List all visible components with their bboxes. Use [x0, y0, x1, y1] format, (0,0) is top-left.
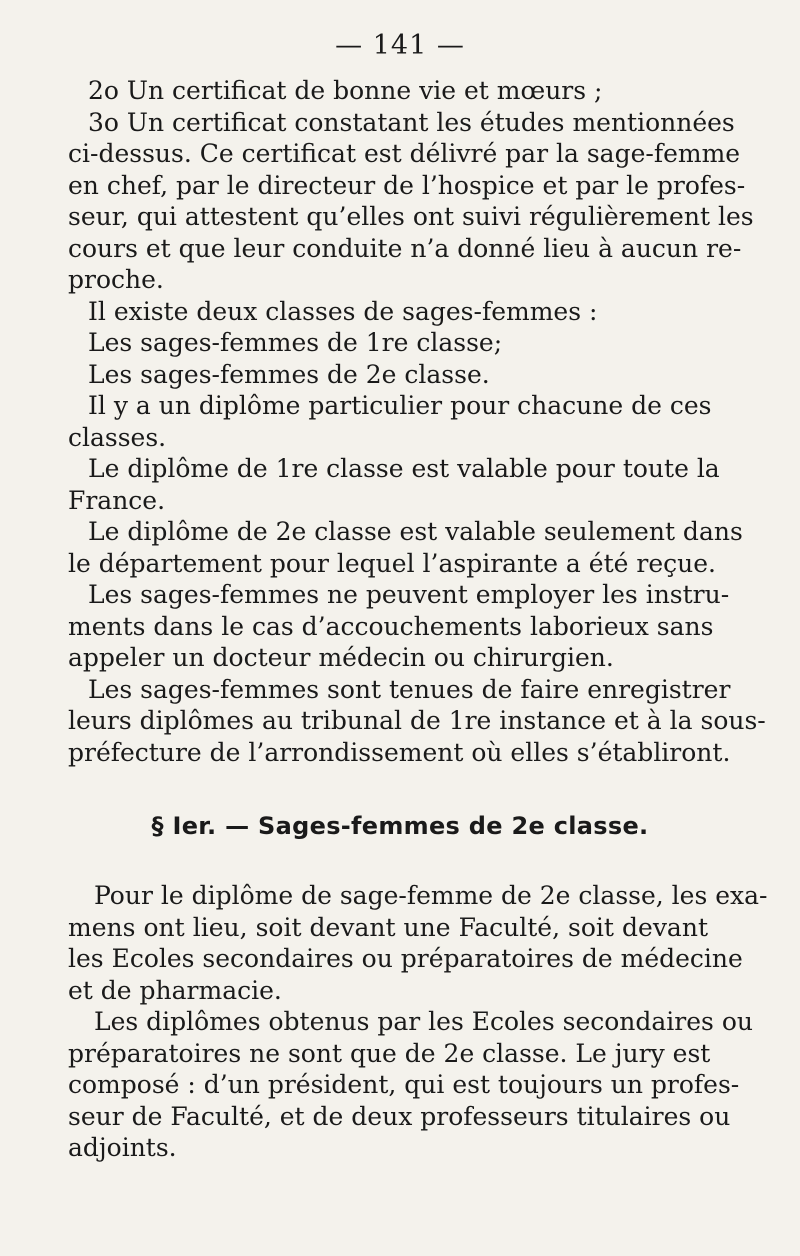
- text-line: mens ont lieu, soit devant une Faculté, soit devant: [68, 912, 708, 942]
- text-line: les Ecoles secondaires ou préparatoires de médecine: [68, 944, 743, 973]
- text-line: 2o Un certificat de bonne vie et mœurs ;: [88, 76, 603, 105]
- text-line: composé : d’un président, qui est toujours un profes-: [68, 1070, 740, 1099]
- text-line: en chef, par le directeur de l’hospice et par le profes-: [68, 170, 746, 200]
- text-line: ments dans le cas d’accouchements laborieux sans: [68, 611, 714, 641]
- text-line: Pour le diplôme de sage-femme de 2e classe, les exa-: [94, 881, 768, 910]
- text-line: Les diplômes obtenus par les Ecoles secondaires ou: [94, 1007, 753, 1036]
- text-line: Les sages-femmes de 1re classe;: [88, 328, 503, 357]
- text-line: Il y a un diplôme particulier pour chacune de ces: [88, 391, 712, 420]
- text-line: adjoints.: [68, 1133, 177, 1162]
- text-line: Les sages-femmes sont tenues de faire enregistrer: [88, 674, 731, 704]
- text-line: le département pour lequel l’aspirante a été reçue.: [68, 548, 716, 578]
- text-line: Il existe deux classes de sages-femmes :: [88, 296, 598, 326]
- text-line: 3o Un certificat constatant les études mentionnées: [88, 107, 735, 137]
- text-line: préparatoires ne sont que de 2e classe. Le jury est: [68, 1038, 711, 1068]
- page-number: — 141 —: [335, 30, 465, 61]
- text-line: Le diplôme de 1re classe est valable pour toute la: [88, 454, 720, 483]
- text-line: Les sages-femmes ne peuvent employer les instru-: [88, 580, 730, 609]
- text-line: Les sages-femmes de 2e classe.: [88, 359, 490, 389]
- text-line: proche.: [68, 265, 164, 294]
- text-line: classes.: [68, 422, 167, 452]
- text-line: seur de Faculté, et de deux professeurs titulaires ou: [68, 1101, 731, 1131]
- text-line: leurs diplômes au tribunal de 1re instance et à la sous-: [68, 706, 766, 735]
- section-heading: § Ier. — Sages-femmes de 2e classe.: [151, 812, 649, 840]
- text-line: préfecture de l’arrondissement où elles s’établiront.: [68, 737, 731, 767]
- text-line: France.: [68, 485, 166, 515]
- text-line: cours et que leur conduite n’a donné lieu à aucun re-: [68, 233, 742, 263]
- text-line: seur, qui attestent qu’elles ont suivi régulièrement les: [68, 202, 754, 231]
- lower-text-block: [68, 880, 768, 1164]
- text-line: ci-dessus. Ce certificat est délivré par la sage-femme: [68, 139, 741, 168]
- upper-text-block: [68, 75, 766, 768]
- text-line: et de pharmacie.: [68, 975, 282, 1005]
- text-line: appeler un docteur médecin ou chirurgien.: [68, 643, 614, 672]
- text-line: Le diplôme de 2e classe est valable seulement dans: [88, 517, 743, 546]
